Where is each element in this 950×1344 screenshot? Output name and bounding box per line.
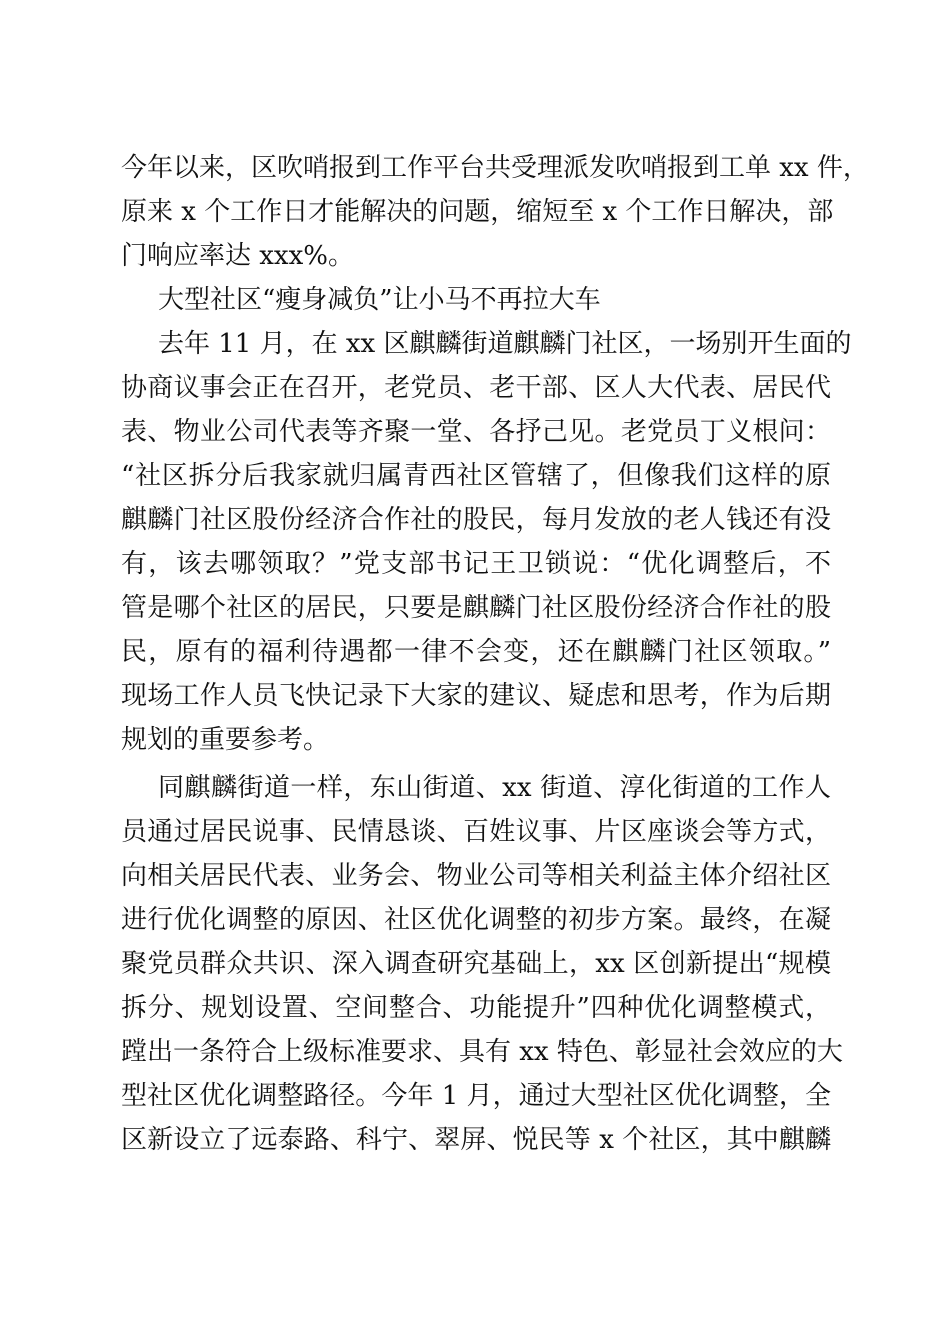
paragraph-2-line-9: 现场工作人员飞快记录下大家的建议、疑虑和思考，作为后期 <box>121 681 831 711</box>
paragraph-1-line-1: 今年以来，区吹哨报到工作平台共受理派发吹哨报到工单 xx 件， <box>121 153 869 183</box>
paragraph-1-line-3: 门响应率达 xxx%。 <box>121 241 354 271</box>
paragraph-2-line-5: 麒麟门社区股份经济合作社的股民，每月发放的老人钱还有没 <box>121 505 831 535</box>
paragraph-2-line-10: 规划的重要参考。 <box>121 725 330 755</box>
paragraph-2-line-3: 表、物业公司代表等齐聚一堂、各抒己见。老党员丁义根问： <box>121 417 831 447</box>
section-heading: 大型社区“瘦身减负”让小马不再拉大车 <box>158 285 601 315</box>
paragraph-3-line-9: 区新设立了远泰路、科宁、翠屏、悦民等 x 个社区，其中麒麟 <box>121 1125 831 1155</box>
paragraph-2-line-8: 民，原有的福利待遇都一律不会变，还在麒麟门社区领取。” <box>121 637 831 667</box>
paragraph-2-line-7: 管是哪个社区的居民，只要是麒麟门社区股份经济合作社的股 <box>121 593 831 623</box>
paragraph-3-line-5: 聚党员群众共识、深入调查研究基础上，xx 区创新提出“规模 <box>121 949 831 979</box>
paragraph-3-line-4: 进行优化调整的原因、社区优化调整的初步方案。最终，在凝 <box>121 905 831 935</box>
paragraph-1-line-2: 原来 x 个工作日才能解决的问题，缩短至 x 个工作日解决，部 <box>121 197 834 227</box>
paragraph-3-line-6: 拆分、规划设置、空间整合、功能提升”四种优化调整模式， <box>121 993 831 1023</box>
paragraph-3-line-8: 型社区优化调整路径。今年 1 月，通过大型社区优化调整，全 <box>121 1081 831 1111</box>
paragraph-3-line-7: 蹚出一条符合上级标准要求、具有 xx 特色、彰显社会效应的大 <box>121 1037 843 1067</box>
paragraph-2-line-6: 有，该去哪领取？”党支部书记王卫锁说：“优化调整后，不 <box>121 549 831 579</box>
paragraph-2-line-4: “社区拆分后我家就归属青西社区管辖了，但像我们这样的原 <box>121 461 831 491</box>
paragraph-3-line-2: 员通过居民说事、民情恳谈、百姓议事、片区座谈会等方式， <box>121 817 831 847</box>
paragraph-3-line-1: 同麒麟街道一样，东山街道、xx 街道、淳化街道的工作人 <box>158 773 831 803</box>
paragraph-2-line-2: 协商议事会正在召开，老党员、老干部、区人大代表、居民代 <box>121 373 831 403</box>
paragraph-2-line-1: 去年 11 月，在 xx 区麒麟街道麒麟门社区，一场别开生面的 <box>158 329 852 359</box>
paragraph-3-line-3: 向相关居民代表、业务会、物业公司等相关利益主体介绍社区 <box>121 861 831 891</box>
